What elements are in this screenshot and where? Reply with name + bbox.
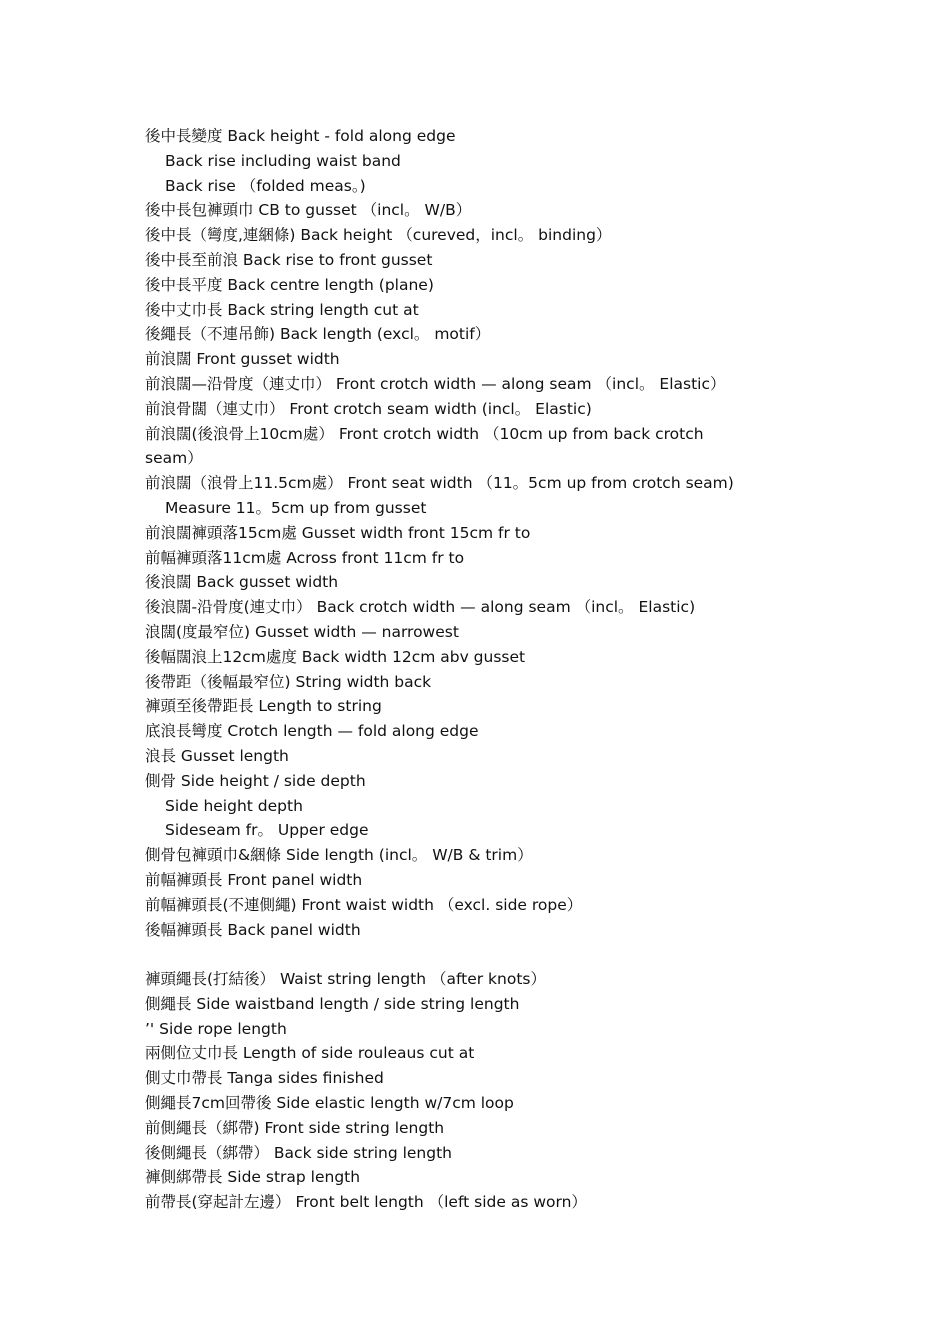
glossary-line: 底浪長彎度 Crotch length — fold along edge xyxy=(145,722,479,741)
glossary-line: 後幅褲頭長 Back panel width xyxy=(145,920,361,939)
glossary-line: 前浪闊 Front gusset width xyxy=(145,350,340,369)
glossary-line: 兩側位丈巾長 Length of side rouleaus cut at xyxy=(145,1044,475,1063)
glossary-line: 側繩長 Side waistband length / side string length xyxy=(145,994,520,1013)
glossary-line: 後中長變度 Back height - fold along edge xyxy=(145,127,456,145)
glossary-line: 後繩長（不連吊飾) Back length (excl。 motif） xyxy=(145,325,491,344)
glossary-line: Measure 11。5cm up from gusset xyxy=(165,498,427,517)
glossary-line: 後浪闊 Back gusset width xyxy=(145,573,339,592)
glossary-line: 後中長包褲頭巾 CB to gusset （incl。 W/B） xyxy=(145,201,472,220)
glossary-line: Back rise including waist band xyxy=(165,151,401,170)
glossary-line: 前浪闊(後浪骨上10cm處） Front crotch width （10cm up from back crotch xyxy=(145,424,704,443)
glossary-line: Side height depth xyxy=(165,796,303,815)
document-page xyxy=(145,124,785,1215)
glossary-line: 後中長平度 Back centre length (plane) xyxy=(145,275,434,294)
glossary-line: 前浪骨闊（連丈巾） Front crotch seam width (incl。 Elastic) xyxy=(145,399,592,418)
glossary-line: 後中長（彎度,連綑條) Back height （cureved，incl。 binding） xyxy=(145,226,612,245)
glossary-line: 側骨 Side height / side depth xyxy=(145,771,366,790)
glossary-line: 後帶距（後幅最窄位) String width back xyxy=(145,672,432,691)
glossary-line: 前幅褲頭長(不連側繩) Front waist width （excl. side rope） xyxy=(145,895,583,914)
glossary-line: 前幅褲頭長 Front panel width xyxy=(145,870,363,889)
glossary-line: Back rise （folded meas。) xyxy=(165,176,366,195)
blank-line xyxy=(145,942,785,967)
glossary-line: 後中長至前浪 Back rise to front gusset xyxy=(145,250,433,269)
glossary-line: Sideseam fr。 Upper edge xyxy=(165,821,369,840)
glossary-line: 後中丈巾長 Back string length cut at xyxy=(145,300,419,319)
glossary-line: 後幅闊浪上12cm處度 Back width 12cm abv gusset xyxy=(145,647,526,666)
glossary-line: ’' Side rope length xyxy=(145,1019,287,1038)
glossary-line: 褲側綁帶長 Side strap length xyxy=(145,1168,361,1187)
glossary-line: 前浪闊（浪骨上11.5cm處） Front seat width （11。5cm up from crotch seam) xyxy=(145,474,734,493)
glossary-line: 褲頭至後帶距長 Length to string xyxy=(145,697,382,716)
glossary-line: 側骨包褲頭巾&綑條 Side length (incl。 W/B & trim） xyxy=(145,846,533,865)
glossary-line: 前側繩長（綁帶) Front side string length xyxy=(145,1118,445,1137)
glossary-line: 側丈巾帶長 Tanga sides finished xyxy=(145,1069,384,1088)
glossary-line-continuation: seam） xyxy=(145,449,203,468)
glossary-line: 褲頭繩長(打結後） Waist string length （after knots） xyxy=(145,970,546,989)
glossary-line: 側繩長7cm回帶後 Side elastic length w/7cm loop xyxy=(145,1094,514,1113)
glossary-line: 前浪闊—沿骨度（連丈巾） Front crotch width — along seam （incl。 Elastic） xyxy=(145,374,726,393)
glossary-line: 前浪闊褲頭落15cm處 Gusset width front 15cm fr to xyxy=(145,523,531,542)
glossary-line: 浪闊(度最窄位) Gusset width — narrowest xyxy=(145,622,459,641)
glossary-line: 後浪闊-沿骨度(連丈巾） Back crotch width — along seam （incl。 Elastic) xyxy=(145,598,696,617)
glossary-line: 後側繩長（綁帶） Back side string length xyxy=(145,1143,452,1162)
glossary-line: 前幅褲頭落11cm處 Across front 11cm fr to xyxy=(145,548,465,567)
glossary-line: 浪長 Gusset length xyxy=(145,746,289,765)
glossary-line: 前帶長(穿起計左邊） Front belt length （left side as worn） xyxy=(145,1193,587,1212)
